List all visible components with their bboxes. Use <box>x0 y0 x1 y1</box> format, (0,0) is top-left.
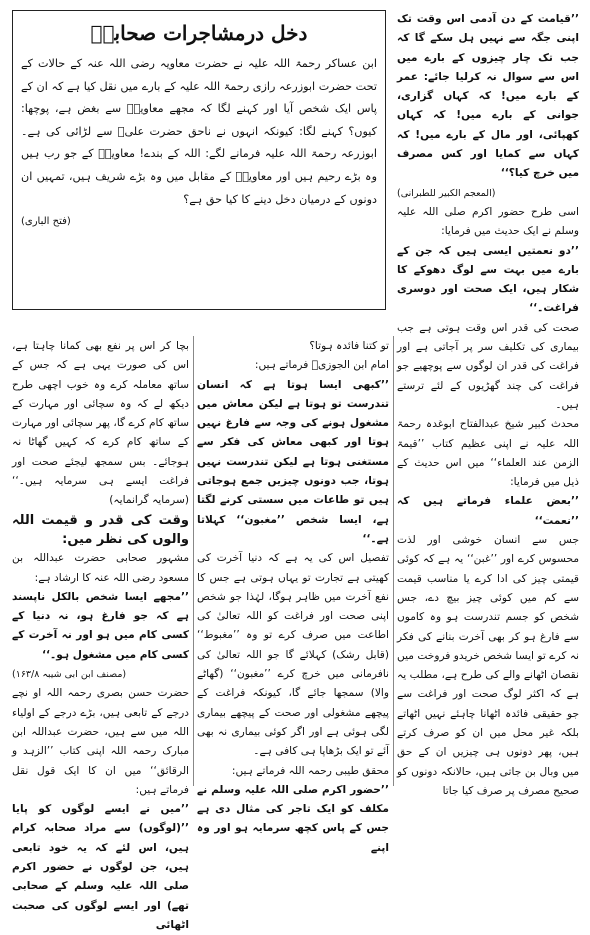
reference: (مصنف ابن ابی شیبہ ۱۶۳/۸) <box>12 669 127 681</box>
quotation: ’’بعض علماء فرماتے ہیں کہ ’’نعمت‘‘ <box>397 495 579 527</box>
paragraph: جس سے انسان خوشی اور لذت محسوس کرے اور ’’غبن‘‘ یہ ہے کہ کوئی قیمتی چیز کی ادا کرے یا مناسب قیمت سے کم میں کوئی چیز بیچ دے، جس شخص کو جسم تندرست ہو وہ کاموں سے فارغ ہو کر بھی آخرت بنانے کی فکر نہ کرے تو ایسا شخص خریدو فروخت میں نقصان اٹھانے والے کی طرح ہے، مطلب یہ ہے کہ اکثر لوگ صحت اور فراغت سے جو حقیقی فائدہ اٹھانا چاہئے نہیں اٹھاتے بلکہ غیر محل میں ان کو صرف کرتے ہیں، پھر دونوں ہی چیزیں ان کے حق میں وبال بن جاتی ہیں، حالانکہ دونوں کو صحیح مصرف پر صرف کیا جاتا <box>397 534 579 797</box>
quotation: ’’مجھے ایسا شخص بالکل ناپسند ہے کہ جو فارغ ہو، نہ دنیا کے کسی کام میں ہو اور نہ آخرت کے کسی کام میں مشغول ہو۔‘‘ <box>12 590 189 661</box>
quotation: ’’حضور اکرم صلی اللہ علیہ وسلم نے مکلف کو ایک تاجر کی مثال دی ہے جس کے پاس کچھ سرمایہ ہو اور وہ اپنے <box>197 783 389 854</box>
quotation: ’’کبھی ایسا ہوتا ہے کہ انسان تندرست تو ہوتا ہے لیکن معاش میں مشغول ہونے کی وجہ سے فارغ نہیں ہوتا اور کبھی معاش کی فکر سے مستغنی ہوتا ہے لیکن تندرست نہیں ہوتا، جب دونوں چیزیں جمع ہوجاتی ہیں تو طاعات میں سستی کرنے لگتا ہے، ایسا شخص ’’مغبون‘‘ کہلاتا ہے۔‘‘ <box>197 378 389 545</box>
paragraph: حضرت حسن بصری رحمہ اللہ او نچے درجے کے تابعی ہیں، بڑے درجے کے اولیاء اللہ میں سے ہیں، حضرت عبداللہ ابن مبارک رحمہ اللہ اپنی کتاب ’’الزہد و الرقائق‘‘ میں ان کا ایک قول نقل فرماتے ہیں: <box>12 687 189 796</box>
paragraph: اسی طرح حضور اکرم صلی اللہ علیہ وسلم نے ایک حدیث میں فرمایا: <box>397 205 579 238</box>
paragraph: بچا کر اس پر نفع بھی کمانا چاہتا ہے، اس کی صورت یہی ہے کہ جس کے ساتھ معاملہ کرے وہ خوب اچھی طرح دیکھ لے کہ وہ سچائی اور مہارت کے ساتھ کام کرے گا، پھر سچائی اور مہارت کے ساتھ کام کرے کہ کہیں گھاٹا نہ ہوجائے۔ بس سمجھ لیجئے صحت اور فراغت ایسے ہی سرمایہ ہیں۔‘‘ (سرمایہ گرانمایہ) <box>12 340 189 507</box>
box-title: دخل درمشاجرات صحابہؓ <box>90 21 308 45</box>
middle-column <box>197 337 389 858</box>
column-divider <box>193 336 194 786</box>
box-source: (فتح الباری) <box>21 216 71 228</box>
box-body <box>21 53 377 234</box>
quotation: ’’میں نے ایسے لوگوں کو پایا ’’(لوگوں) سے مراد صحابہ کرام ہیں، اس لئے کہ یہ خود تابعی ہیں، جن لوگوں نے حضور اکرم صلی اللہ علیہ وسلم کے صحابی تھے) اور ایسے لوگوں کی صحبت اٹھائی <box>12 803 189 931</box>
paragraph: تو کتنا فائدہ ہوتا؟ <box>309 340 389 352</box>
left-column <box>12 337 189 935</box>
reference: (المعجم الکبیر للطبرانی) <box>397 187 496 199</box>
right-column <box>397 10 579 801</box>
box-paragraph: ابن عساکر رحمۃ اللہ علیہ نے حضرت معاویہ رضی اللہ عنہ کے حالات کے تحت حضرت ابوزرعہ رازی رحمۃ اللہ علیہ کے بارے میں نقل کیا ہے کہ ان کے پاس ایک شخص آیا اور کہنے لگا کہ مجھے معاویہؓ سے بغض ہے، پوچھا: کیوں؟ کہنے لگا: کیونکہ انہوں نے ناحق حضرت علیؓ سے لڑائی کی ہے۔ ابوزرعہ رحمۃ اللہ علیہ فرمانے لگے: اللہ کے بندے! معاویہؓ کے جو رب ہیں وہ بڑے رحیم ہیں اور معاویہؓ کے مقابل میں وہ بڑے شریف ہیں، تمہیں ان دونوں کے درمیان دخل دینے کا کیا حق ہے؟ <box>21 57 377 206</box>
quotation: ’’دو نعمتیں ایسی ہیں کہ جن کے بارے میں بہت سے لوگ دھوکے کا شکار ہیں، ایک صحت اور دوسری فراغت۔‘‘ <box>397 244 579 315</box>
paragraph: تفصیل اس کی یہ ہے کہ دنیا آخرت کی کھیتی ہے تجارت تو یہاں ہوتی ہے جس کا نفع آخرت میں ظاہر ہوگا، لہٰذا جو شخص اپنی صحت اور فراغت کو اللہ تعالیٰ کی اطاعت میں صرف کرے تو وہ ’’مغبوط‘‘ (قابل رشک) کہلائے گا جو اللہ تعالیٰ کی نافرمانی میں خرچ کرے ’’مغبون‘‘ (گھاٹے والا) سمجھا جائے گا، کیونکہ فراغت کے پیچھے مشغولی اور صحت کے پیچھے بیماری لگی ہوئی ہے اور اگر کوئی بیماری نہ بھی آئے تو ایک بڑھاپا ہی کافی ہے۔ <box>197 552 389 758</box>
paragraph: محقق طیبی رحمہ اللہ فرماتے ہیں: <box>231 764 389 777</box>
paragraph: امام ابن الجوزیؒ فرماتے ہیں: <box>254 359 389 372</box>
section-heading: وقت کی قدر و قیمت اللہ والوں کی نظر میں: <box>12 512 189 547</box>
paragraph: محدث کبیر شیخ عبدالفتاح ابوغدہ رحمۃ اللہ علیہ نے اپنی عظیم کتاب ’’قیمۃ الزمن عند العلماء‘‘ میں اس حدیث کے ذیل میں فرمایا: <box>397 418 579 489</box>
paragraph: صحت کی قدر اس وقت ہوتی ہے جب بیماری کی تکلیف سر پر آجاتی ہے اور فراغت کی قدر ان لوگوں سے پوچھیے جو فراغت کی چند گھڑیوں کے لئے ترستے ہیں۔ <box>397 321 579 411</box>
column-divider <box>393 336 394 786</box>
sahaba-box <box>12 10 386 310</box>
paragraph: مشہور صحابی حضرت عبداللہ بن مسعود رضی اللہ عنہ کا ارشاد ہے: <box>12 552 189 584</box>
quotation: ’’قیامت کے دن آدمی اس وقت تک اپنی جگہ سے نہیں ہل سکے گا کہ جب تک چار چیزوں کے بارے میں اس سے سوال نہ کرلیا جائے: عمر کے بارے میں! کہ کہاں گزاری، جوانی کے بارے میں! کہ کہاں کھپائی، اور مال کے بارے میں! کہ کہاں سے کمایا اور کس مصرف میں خرچ کیا؟‘‘ <box>397 13 579 180</box>
